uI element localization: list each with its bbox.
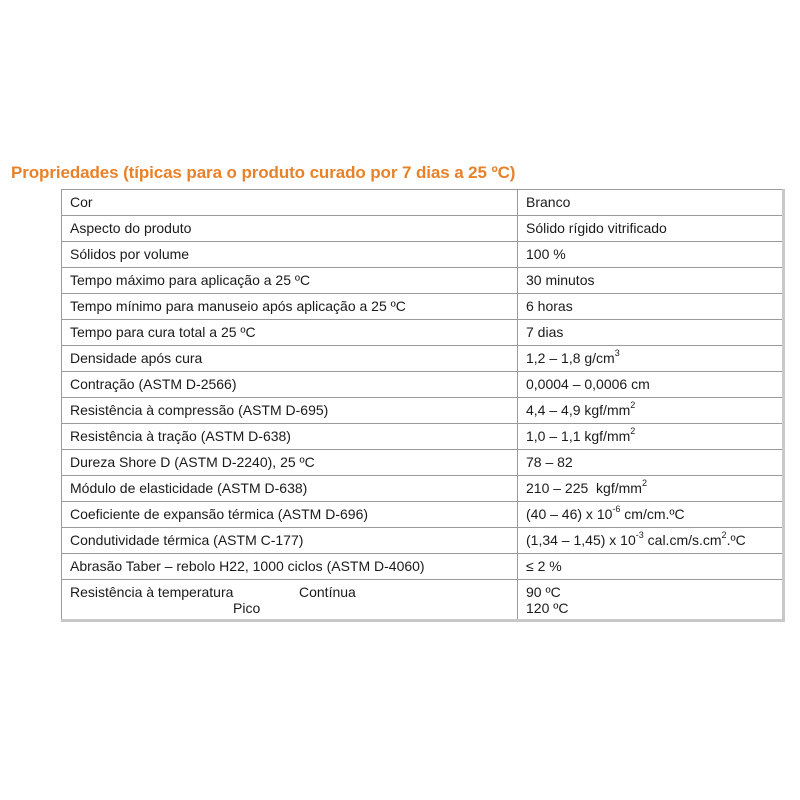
value-text: (1,34 – 1,45) x 10 <box>526 532 636 548</box>
property-cell: Cor <box>62 190 518 216</box>
value-superscript: 3 <box>614 348 620 359</box>
property-cell: Tempo mínimo para manuseio após aplicação a 25 ºC <box>62 294 518 320</box>
table-row <box>62 424 784 450</box>
property-cell: Módulo de elasticidade (ASTM D-638) <box>62 476 518 502</box>
property-cell: Aspecto do produto <box>62 216 518 242</box>
property-cell: Tempo para cura total a 25 ºC <box>62 320 518 346</box>
property-cell: Dureza Shore D (ASTM D-2240), 25 ºC <box>62 450 518 476</box>
value-cell <box>518 528 784 554</box>
value-superscript: 2 <box>721 530 727 541</box>
temperature-property-label: Resistência à temperatura <box>70 584 234 600</box>
value-cell <box>518 580 784 621</box>
table-row <box>62 320 784 346</box>
table-row <box>62 554 784 580</box>
value-unit: cm/cm.ºC <box>620 506 685 522</box>
value-cell <box>518 398 784 424</box>
table-row <box>62 346 784 372</box>
property-cell: Sólidos por volume <box>62 242 518 268</box>
table-row <box>62 476 784 502</box>
value-superscript: 2 <box>630 426 636 437</box>
value-cell <box>518 424 784 450</box>
value-superscript: 2 <box>630 400 636 411</box>
table-row <box>62 450 784 476</box>
table-row <box>62 502 784 528</box>
property-cell: Coeficiente de expansão térmica (ASTM D-696) <box>62 502 518 528</box>
property-cell: Densidade após cura <box>62 346 518 372</box>
value-cell: 6 horas <box>518 294 784 320</box>
table-row <box>62 268 784 294</box>
section-title: Propriedades (típicas para o produto curado por 7 dias a 25 ºC) <box>11 163 516 182</box>
continuous-value: 90 ºC <box>526 584 561 600</box>
value-superscript: -3 <box>635 530 644 541</box>
property-cell: Resistência à tração (ASTM D-638) <box>62 424 518 450</box>
property-cell: Contração (ASTM D-2566) <box>62 372 518 398</box>
value-text: (40 – 46) x 10 <box>526 506 613 522</box>
property-cell: Resistência à compressão (ASTM D-695) <box>62 398 518 424</box>
property-cell: Abrasão Taber – rebolo H22, 1000 ciclos (ASTM D-4060) <box>62 554 518 580</box>
table-row-temperature <box>62 580 784 621</box>
value-cell: Branco <box>518 190 784 216</box>
value-cell: Sólido rígido vitrificado <box>518 216 784 242</box>
value-cell: 7 dias <box>518 320 784 346</box>
value-text: 210 – 225 kgf/mm <box>526 480 642 496</box>
table-row <box>62 398 784 424</box>
value-cell: 100 % <box>518 242 784 268</box>
properties-table <box>61 189 785 622</box>
table-row <box>62 372 784 398</box>
value-cell <box>518 346 784 372</box>
value-cell: 0,0004 – 0,0006 cm <box>518 372 784 398</box>
value-cell: ≤ 2 % <box>518 554 784 580</box>
value-text: 1,0 – 1,1 kgf/mm <box>526 428 631 444</box>
value-unit: cal.cm/s.cm <box>643 532 722 548</box>
property-cell: Tempo máximo para aplicação a 25 ºC <box>62 268 518 294</box>
continuous-label: Contínua <box>299 584 356 600</box>
value-superscript: -6 <box>612 504 621 515</box>
table-row <box>62 216 784 242</box>
table-row <box>62 528 784 554</box>
peak-label: Pico <box>233 600 261 616</box>
table-row <box>62 190 784 216</box>
value-unit: .ºC <box>726 532 746 548</box>
value-superscript: 2 <box>641 478 647 489</box>
peak-value: 120 ºC <box>526 600 569 616</box>
value-cell <box>518 502 784 528</box>
property-cell: Condutividade térmica (ASTM C-177) <box>62 528 518 554</box>
table-row <box>62 294 784 320</box>
value-cell: 78 – 82 <box>518 450 784 476</box>
value-text: 4,4 – 4,9 kgf/mm <box>526 402 631 418</box>
property-cell <box>62 580 518 621</box>
value-cell <box>518 476 784 502</box>
value-text: 1,2 – 1,8 g/cm <box>526 350 615 366</box>
table-row <box>62 242 784 268</box>
value-cell: 30 minutos <box>518 268 784 294</box>
